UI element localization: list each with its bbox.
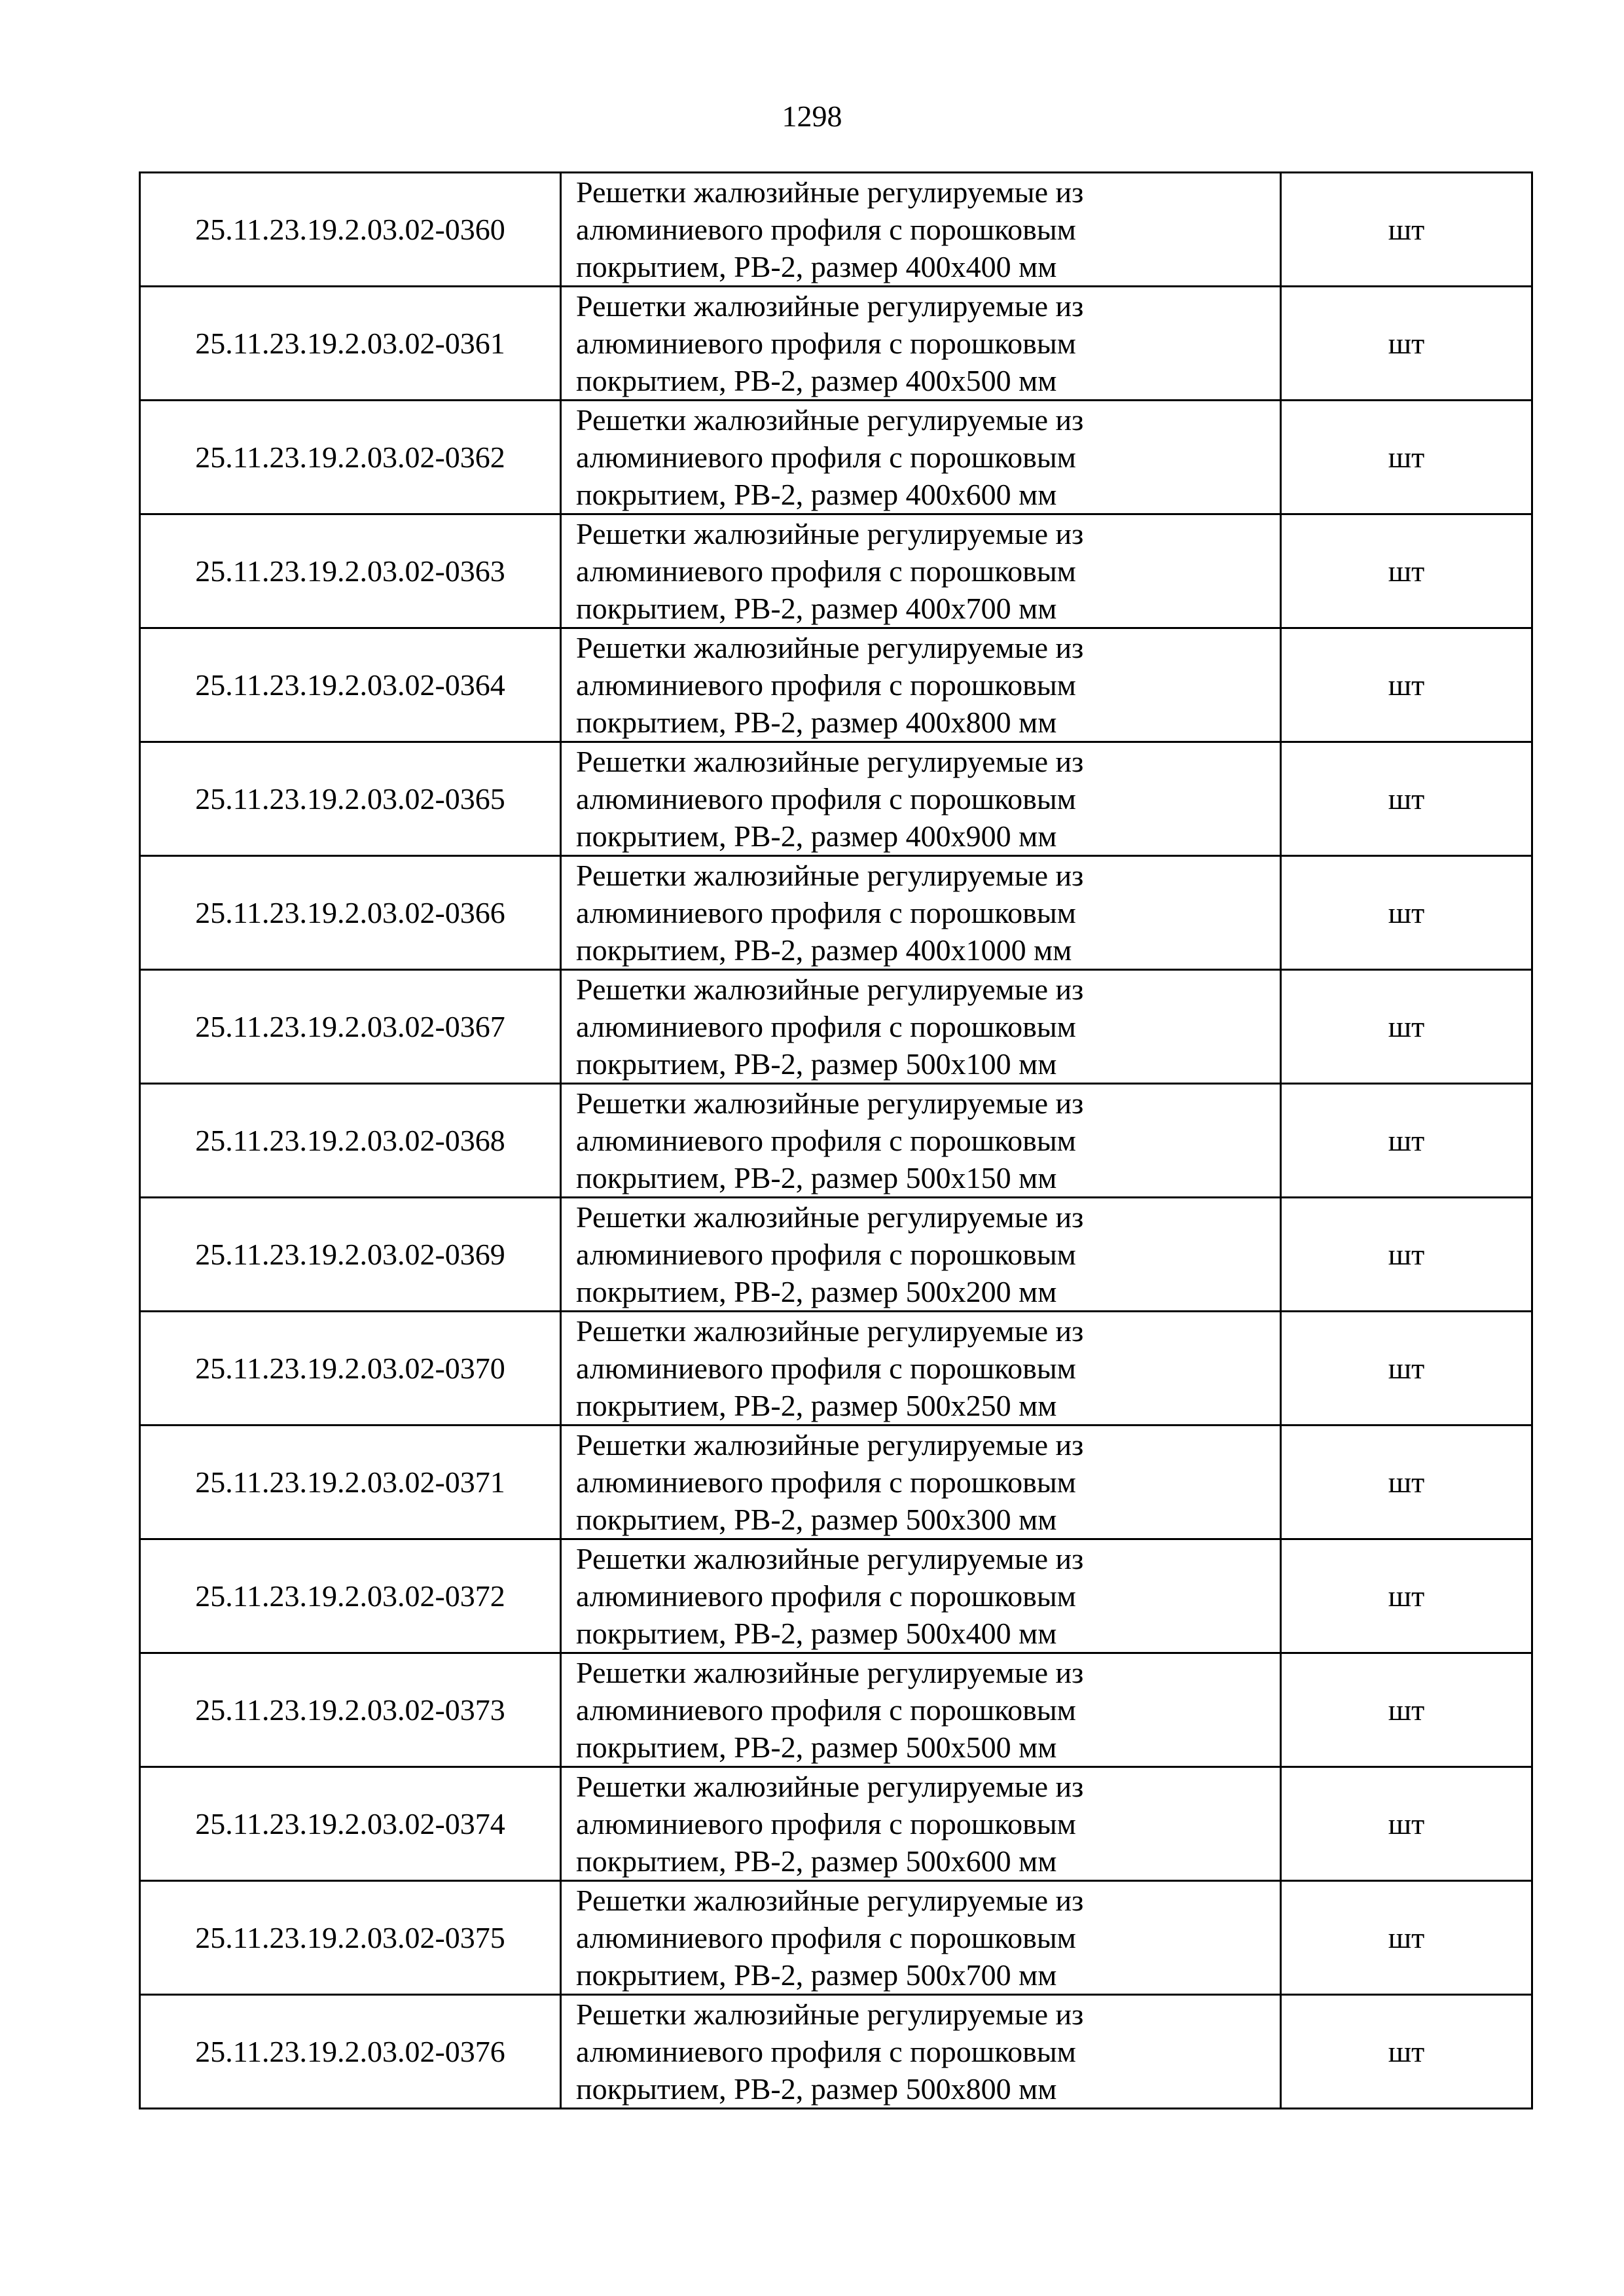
description-line: покрытием, РВ-2, размер 500х400 мм: [576, 1617, 1057, 1650]
resource-code: 25.11.23.19.2.03.02-0361: [140, 287, 561, 401]
description-line: алюминиевого профиля с порошковым: [576, 1238, 1076, 1271]
unit-of-measure: шт: [1281, 1539, 1532, 1653]
description-line: алюминиевого профиля с порошковым: [576, 1579, 1076, 1613]
table-row: [140, 1198, 1532, 1312]
table-row: [140, 1881, 1532, 1995]
description-line: Решетки жалюзийные регулируемые из: [576, 1542, 1084, 1575]
description-line: алюминиевого профиля с порошковым: [576, 896, 1076, 929]
resource-description: [561, 173, 1281, 287]
table-row: [140, 856, 1532, 970]
description-line: Решетки жалюзийные регулируемые из: [576, 517, 1084, 550]
description-line: Решетки жалюзийные регулируемые из: [576, 1770, 1084, 1803]
resource-code: 25.11.23.19.2.03.02-0369: [140, 1198, 561, 1312]
resource-description: [561, 401, 1281, 514]
resource-code: 25.11.23.19.2.03.02-0376: [140, 1995, 561, 2109]
description-line: покрытием, РВ-2, размер 500х300 мм: [576, 1503, 1057, 1536]
table-row: [140, 1995, 1532, 2109]
resource-description: [561, 628, 1281, 742]
resource-description: [561, 1426, 1281, 1539]
description-line: Решетки жалюзийные регулируемые из: [576, 1086, 1084, 1120]
unit-of-measure: шт: [1281, 970, 1532, 1084]
resource-code: 25.11.23.19.2.03.02-0362: [140, 401, 561, 514]
description-line: покрытием, РВ-2, размер 400х500 мм: [576, 364, 1057, 397]
description-line: алюминиевого профиля с порошковым: [576, 1352, 1076, 1385]
resource-description: [561, 742, 1281, 856]
description-line: покрытием, РВ-2, размер 500х600 мм: [576, 1844, 1057, 1878]
resource-description: [561, 970, 1281, 1084]
resource-code: 25.11.23.19.2.03.02-0375: [140, 1881, 561, 1995]
resource-description: [561, 1198, 1281, 1312]
resource-code: 25.11.23.19.2.03.02-0371: [140, 1426, 561, 1539]
description-line: алюминиевого профиля с порошковым: [576, 1124, 1076, 1157]
table-row: [140, 1312, 1532, 1426]
resource-code: 25.11.23.19.2.03.02-0374: [140, 1767, 561, 1881]
description-line: покрытием, РВ-2, размер 500х250 мм: [576, 1389, 1057, 1422]
resource-description: [561, 1881, 1281, 1995]
unit-of-measure: шт: [1281, 856, 1532, 970]
description-line: покрытием, РВ-2, размер 400х600 мм: [576, 478, 1057, 511]
description-line: Решетки жалюзийные регулируемые из: [576, 745, 1084, 778]
resource-code: 25.11.23.19.2.03.02-0368: [140, 1084, 561, 1198]
unit-of-measure: шт: [1281, 287, 1532, 401]
description-line: Решетки жалюзийные регулируемые из: [576, 1428, 1084, 1462]
unit-of-measure: шт: [1281, 514, 1532, 628]
resource-code: 25.11.23.19.2.03.02-0367: [140, 970, 561, 1084]
description-line: Решетки жалюзийные регулируемые из: [576, 1656, 1084, 1689]
description-line: покрытием, РВ-2, размер 500х800 мм: [576, 2072, 1057, 2106]
resource-code: 25.11.23.19.2.03.02-0363: [140, 514, 561, 628]
unit-of-measure: шт: [1281, 742, 1532, 856]
description-line: Решетки жалюзийные регулируемые из: [576, 973, 1084, 1006]
unit-of-measure: шт: [1281, 401, 1532, 514]
resource-code: 25.11.23.19.2.03.02-0370: [140, 1312, 561, 1426]
description-line: покрытием, РВ-2, размер 400х700 мм: [576, 592, 1057, 625]
description-line: покрытием, РВ-2, размер 500х100 мм: [576, 1047, 1057, 1081]
description-line: алюминиевого профиля с порошковым: [576, 1465, 1076, 1499]
description-line: Решетки жалюзийные регулируемые из: [576, 1200, 1084, 1234]
description-line: алюминиевого профиля с порошковым: [576, 1807, 1076, 1840]
resource-description: [561, 287, 1281, 401]
resource-code: 25.11.23.19.2.03.02-0366: [140, 856, 561, 970]
unit-of-measure: шт: [1281, 1198, 1532, 1312]
resource-table: [139, 171, 1533, 2109]
unit-of-measure: шт: [1281, 628, 1532, 742]
table-row: [140, 1084, 1532, 1198]
description-line: Решетки жалюзийные регулируемые из: [576, 859, 1084, 892]
description-line: Решетки жалюзийные регулируемые из: [576, 289, 1084, 323]
description-line: Решетки жалюзийные регулируемые из: [576, 175, 1084, 209]
description-line: алюминиевого профиля с порошковым: [576, 668, 1076, 702]
description-line: алюминиевого профиля с порошковым: [576, 554, 1076, 588]
unit-of-measure: шт: [1281, 1084, 1532, 1198]
description-line: алюминиевого профиля с порошковым: [576, 440, 1076, 474]
resource-code: 25.11.23.19.2.03.02-0364: [140, 628, 561, 742]
resource-code: 25.11.23.19.2.03.02-0360: [140, 173, 561, 287]
resource-description: [561, 856, 1281, 970]
resource-code: 25.11.23.19.2.03.02-0373: [140, 1653, 561, 1767]
resource-description: [561, 514, 1281, 628]
description-line: Решетки жалюзийные регулируемые из: [576, 403, 1084, 437]
description-line: Решетки жалюзийные регулируемые из: [576, 1314, 1084, 1348]
description-line: алюминиевого профиля с порошковым: [576, 1693, 1076, 1727]
table-body: [140, 173, 1532, 2109]
description-line: покрытием, РВ-2, размер 500х700 мм: [576, 1958, 1057, 1992]
table-row: [140, 173, 1532, 287]
resource-code: 25.11.23.19.2.03.02-0365: [140, 742, 561, 856]
table-row: [140, 1539, 1532, 1653]
table-row: [140, 287, 1532, 401]
description-line: Решетки жалюзийные регулируемые из: [576, 631, 1084, 664]
resource-description: [561, 1084, 1281, 1198]
description-line: Решетки жалюзийные регулируемые из: [576, 1998, 1084, 2031]
resource-description: [561, 1995, 1281, 2109]
table-row: [140, 628, 1532, 742]
unit-of-measure: шт: [1281, 1881, 1532, 1995]
resource-description: [561, 1653, 1281, 1767]
table-row: [140, 1426, 1532, 1539]
description-line: алюминиевого профиля с порошковым: [576, 2035, 1076, 2068]
table-row: [140, 1767, 1532, 1881]
description-line: алюминиевого профиля с порошковым: [576, 1010, 1076, 1043]
unit-of-measure: шт: [1281, 1995, 1532, 2109]
description-line: покрытием, РВ-2, размер 500х500 мм: [576, 1731, 1057, 1764]
description-line: алюминиевого профиля с порошковым: [576, 213, 1076, 246]
description-line: покрытием, РВ-2, размер 500х150 мм: [576, 1161, 1057, 1194]
description-line: покрытием, РВ-2, размер 400х800 мм: [576, 706, 1057, 739]
table-row: [140, 401, 1532, 514]
description-line: покрытием, РВ-2, размер 400х1000 мм: [576, 933, 1072, 967]
description-line: алюминиевого профиля с порошковым: [576, 782, 1076, 816]
resource-description: [561, 1312, 1281, 1426]
unit-of-measure: шт: [1281, 1653, 1532, 1767]
resource-code: 25.11.23.19.2.03.02-0372: [140, 1539, 561, 1653]
unit-of-measure: шт: [1281, 1426, 1532, 1539]
table-row: [140, 514, 1532, 628]
unit-of-measure: шт: [1281, 1767, 1532, 1881]
description-line: покрытием, РВ-2, размер 500х200 мм: [576, 1275, 1057, 1308]
description-line: алюминиевого профиля с порошковым: [576, 327, 1076, 360]
description-line: Решетки жалюзийные регулируемые из: [576, 1884, 1084, 1917]
description-line: алюминиевого профиля с порошковым: [576, 1921, 1076, 1954]
resource-description: [561, 1539, 1281, 1653]
unit-of-measure: шт: [1281, 1312, 1532, 1426]
resource-description: [561, 1767, 1281, 1881]
table-row: [140, 742, 1532, 856]
page-number: 1298: [782, 99, 842, 133]
table-row: [140, 970, 1532, 1084]
description-line: покрытием, РВ-2, размер 400х400 мм: [576, 250, 1057, 283]
table-row: [140, 1653, 1532, 1767]
unit-of-measure: шт: [1281, 173, 1532, 287]
description-line: покрытием, РВ-2, размер 400х900 мм: [576, 819, 1057, 853]
